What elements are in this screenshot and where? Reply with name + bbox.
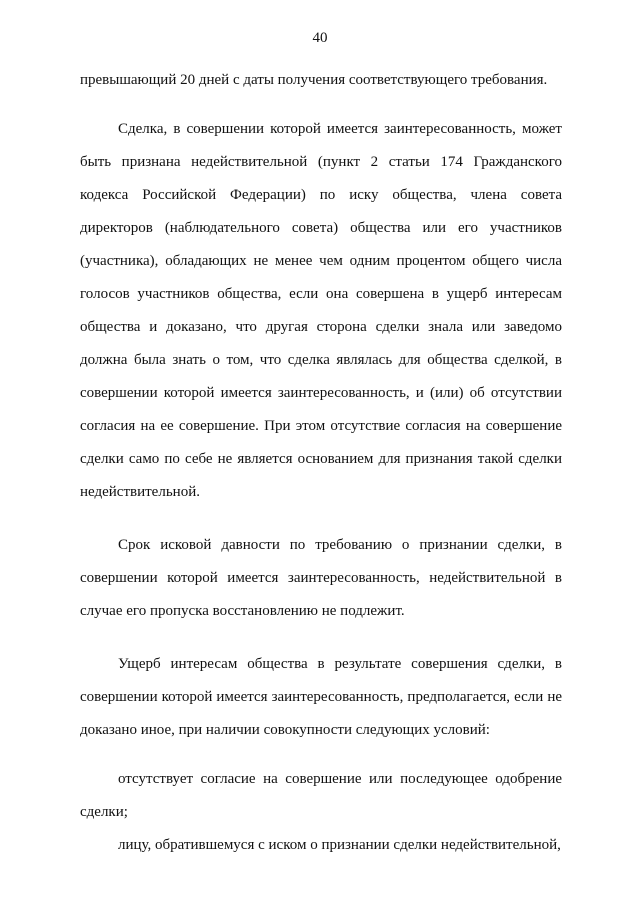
paragraph-condition-claimant: лицу, обратившемуся с иском о признании сделки недействительной,	[118, 837, 561, 853]
paragraph-interested-party-transaction: Сделка, в совершении которой имеется заинтересованность, может быть признана недействительной (пункт 2 статьи 174 Гражданского кодекса Российской Федерации) по иску общества, члена совета директоров (наблюдательного совета) общества или его участников (участника), обладающих не менее чем одним процентом общего числа голосов участников общества, если она совершена в ущерб интересам общества и доказано, что другая сторона сделки знала или заведомо должна была знать о том, что сделка являлась для общества сделкой, в совершении которой имеется заинтересованность, и (или) об отсутствии согласия на ее совершение. При этом отсутствие согласия на совершение сделки само по себе не является основанием для признания такой сделки недействительной.	[80, 121, 562, 500]
document-body	[80, 64, 562, 862]
paragraph-condition-no-consent: отсутствует согласие на совершение или последующее одобрение сделки;	[80, 771, 562, 820]
paragraph-damage-presumption: Ущерб интересам общества в результате совершения сделки, в совершении которой имеется заинтересованность, предполагается, если не доказано иное, при наличии совокупности следующих условий:	[80, 656, 562, 738]
paragraph-limitation-period: Срок исковой давности по требованию о признании сделки, в совершении которой имеется заинтересованность, недействительной в случае его пропуска восстановлению не подлежит.	[80, 537, 562, 619]
page-number: 40	[312, 30, 328, 46]
paragraph-continuation: превышающий 20 дней с даты получения соответствующего требования.	[80, 72, 548, 88]
